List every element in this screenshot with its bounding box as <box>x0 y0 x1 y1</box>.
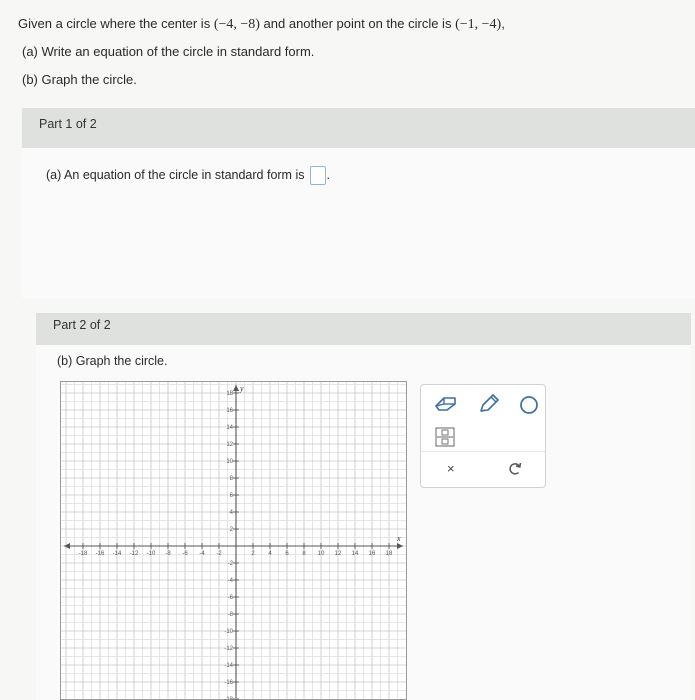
x-tick-label: -10 <box>146 551 156 557</box>
answer-suffix: . <box>326 167 330 182</box>
question-part-b: (b) Graph the circle. <box>22 72 137 87</box>
center-point: (−4, −8) <box>213 17 260 32</box>
x-tick-label: -4 <box>199 551 205 557</box>
y-tick-label: 4 <box>229 510 233 516</box>
y-tick-label: 8 <box>229 476 233 482</box>
intro-suffix: , <box>501 16 505 31</box>
graph-area[interactable] <box>60 381 407 700</box>
y-tick-label: 14 <box>226 425 233 431</box>
question-intro <box>18 16 505 33</box>
y-tick-label: 2 <box>229 527 233 533</box>
y-tick-label: 6 <box>229 493 233 499</box>
x-tick-label: 14 <box>351 551 359 557</box>
y-tick-label: -4 <box>227 578 233 584</box>
x-tick-label: 12 <box>334 551 342 557</box>
part2-title: Part 2 of 2 <box>53 318 111 332</box>
y-tick-label: -16 <box>224 680 233 686</box>
answer-line <box>46 166 330 185</box>
y-tick-label: -10 <box>224 629 233 635</box>
part1-title: Part 1 of 2 <box>39 117 97 131</box>
tool-divider <box>421 451 545 452</box>
y-axis-label: y <box>240 384 244 393</box>
y-tick-label: 10 <box>226 459 233 465</box>
x-tick-label: -2 <box>216 551 222 557</box>
y-tick-label: -14 <box>224 663 233 669</box>
intro-mid: and another point on the circle is <box>259 16 456 31</box>
x-tick-label: 16 <box>368 551 376 557</box>
graph-tool-panel <box>420 384 546 488</box>
x-axis-label: x <box>397 534 401 543</box>
eraser-icon[interactable] <box>433 393 459 418</box>
x-tick-label: 4 <box>268 551 272 557</box>
coordinate-grid[interactable] <box>60 381 407 700</box>
y-tick-label: -12 <box>224 646 233 652</box>
x-tick-label: 18 <box>385 551 393 557</box>
clear-button[interactable]: × <box>447 461 455 476</box>
circle-point: (−1, −4) <box>455 17 502 32</box>
circle-icon[interactable] <box>519 395 539 420</box>
x-tick-label: 10 <box>317 551 325 557</box>
part1-header <box>22 108 695 148</box>
x-tick-label: -18 <box>78 551 88 557</box>
fraction-icon[interactable] <box>435 427 455 452</box>
answer-input[interactable] <box>310 166 326 185</box>
intro-prefix: Given a circle where the center is <box>18 16 214 31</box>
y-tick-label: 18 <box>226 391 233 397</box>
x-tick-label: -14 <box>112 551 122 557</box>
y-tick-label: -8 <box>227 612 233 618</box>
y-tick-label: -6 <box>227 595 233 601</box>
answer-prompt: (a) An equation of the circle in standard form is <box>46 167 305 182</box>
x-tick-label: 2 <box>251 551 255 557</box>
x-tick-label: -8 <box>165 551 171 557</box>
undo-icon[interactable] <box>507 461 523 482</box>
x-tick-label: 8 <box>302 551 306 557</box>
part2-header <box>36 313 691 345</box>
y-tick-label: -18 <box>224 697 233 700</box>
x-tick-label: -6 <box>182 551 188 557</box>
y-tick-label: -2 <box>227 561 233 567</box>
y-tick-label: 12 <box>226 442 233 448</box>
x-tick-label: 6 <box>285 551 289 557</box>
x-tick-label: -16 <box>95 551 105 557</box>
y-tick-label: 16 <box>226 408 233 414</box>
part2-prompt: (b) Graph the circle. <box>57 354 168 368</box>
question-part-a: (a) Write an equation of the circle in standard form. <box>22 44 315 59</box>
x-tick-label: -12 <box>129 551 139 557</box>
pencil-icon[interactable] <box>477 393 501 420</box>
